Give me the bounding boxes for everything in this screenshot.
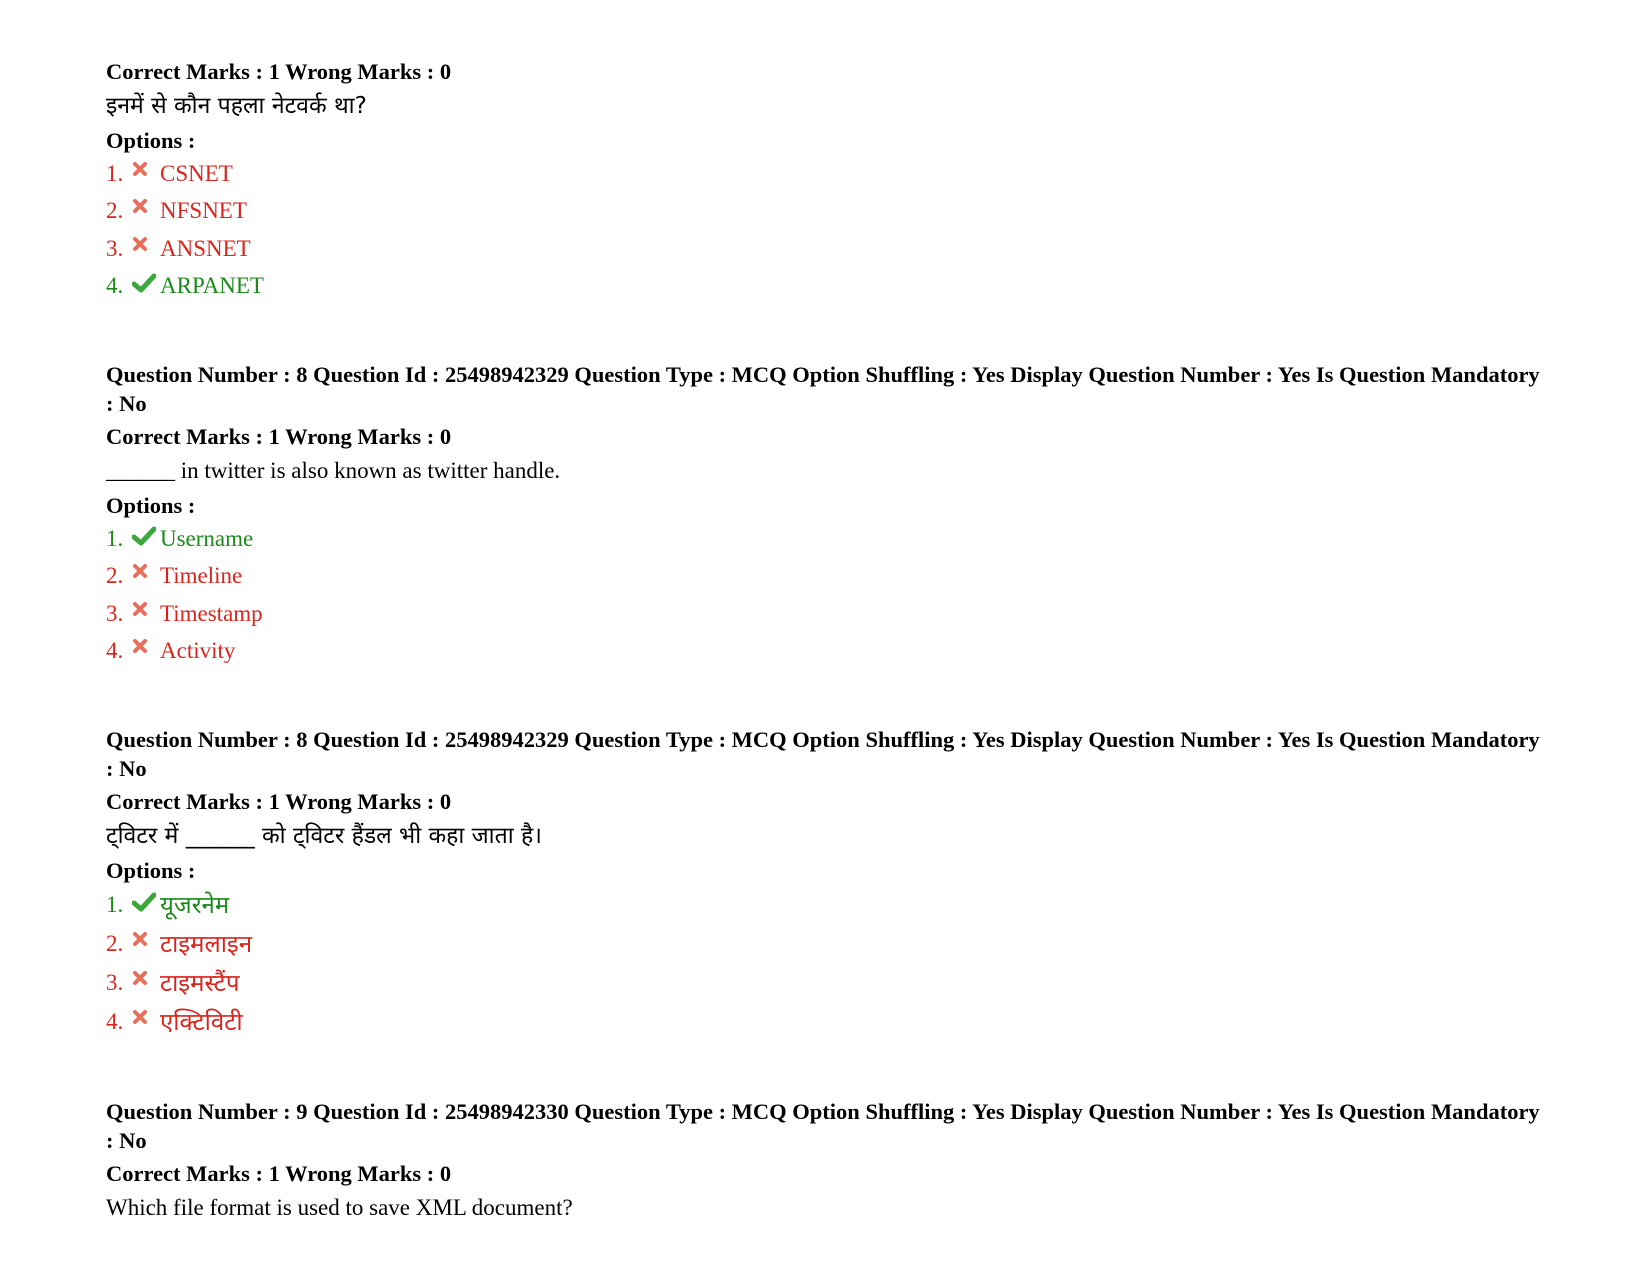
cross-icon xyxy=(132,563,160,589)
cross-icon xyxy=(132,970,160,996)
options-label: Options : xyxy=(106,493,196,518)
cross-icon xyxy=(132,236,160,262)
marks-line: Correct Marks : 1 Wrong Marks : 0 xyxy=(106,59,452,84)
check-icon xyxy=(132,526,160,552)
option-1: 1. यूजरनेम xyxy=(106,891,230,919)
question-text: ______ in twitter is also known as twitter handle. xyxy=(106,458,561,483)
marks-line: Correct Marks : 1 Wrong Marks : 0 xyxy=(106,789,452,814)
option-2: 2. टाइमलाइन xyxy=(106,930,253,958)
question-block-0 xyxy=(106,57,1546,305)
option-1: 1. Username xyxy=(106,525,254,551)
question-block-3 xyxy=(106,1097,1546,1224)
marks-line: Correct Marks : 1 Wrong Marks : 0 xyxy=(106,1161,452,1186)
cross-icon xyxy=(132,161,160,187)
option-4: 4. ARPANET xyxy=(106,273,264,299)
option-3: 3. टाइमस्टैंप xyxy=(106,969,240,997)
question-text: इनमें से कौन पहला नेटवर्क था? xyxy=(106,93,367,119)
option-4: 4. Activity xyxy=(106,638,236,664)
check-icon xyxy=(132,892,160,918)
question-block-2 xyxy=(106,725,1546,1041)
cross-icon xyxy=(132,931,160,957)
cross-icon xyxy=(132,601,160,627)
check-icon xyxy=(132,273,160,299)
option-3: 3. Timestamp xyxy=(106,600,263,626)
question-block-1 xyxy=(106,360,1546,670)
option-2: 2. Timeline xyxy=(106,563,243,589)
cross-icon xyxy=(132,1009,160,1035)
marks-line: Correct Marks : 1 Wrong Marks : 0 xyxy=(106,424,452,449)
question-text: ट्विटर में ______ को ट्विटर हैंडल भी कहा जाता है। xyxy=(106,823,542,849)
question-meta: Question Number : 8 Question Id : 25498942329 Question Type : MCQ Option Shuffling : Yes Display Question Number : Yes Is Question Mandatory : No xyxy=(106,727,1540,781)
option-2: 2. NFSNET xyxy=(106,198,247,224)
option-1: 1. CSNET xyxy=(106,160,233,186)
options-label: Options : xyxy=(106,858,196,883)
question-meta: Question Number : 9 Question Id : 25498942330 Question Type : MCQ Option Shuffling : Yes Display Question Number : Yes Is Question Mandatory : No xyxy=(106,1099,1540,1153)
option-4: 4. एक्टिविटी xyxy=(106,1008,243,1036)
question-text: Which file format is used to save XML document? xyxy=(106,1195,573,1220)
question-meta: Question Number : 8 Question Id : 25498942329 Question Type : MCQ Option Shuffling : Yes Display Question Number : Yes Is Question Mandatory : No xyxy=(106,362,1540,416)
cross-icon xyxy=(132,198,160,224)
cross-icon xyxy=(132,638,160,664)
options-label: Options : xyxy=(106,128,196,153)
option-3: 3. ANSNET xyxy=(106,235,251,261)
